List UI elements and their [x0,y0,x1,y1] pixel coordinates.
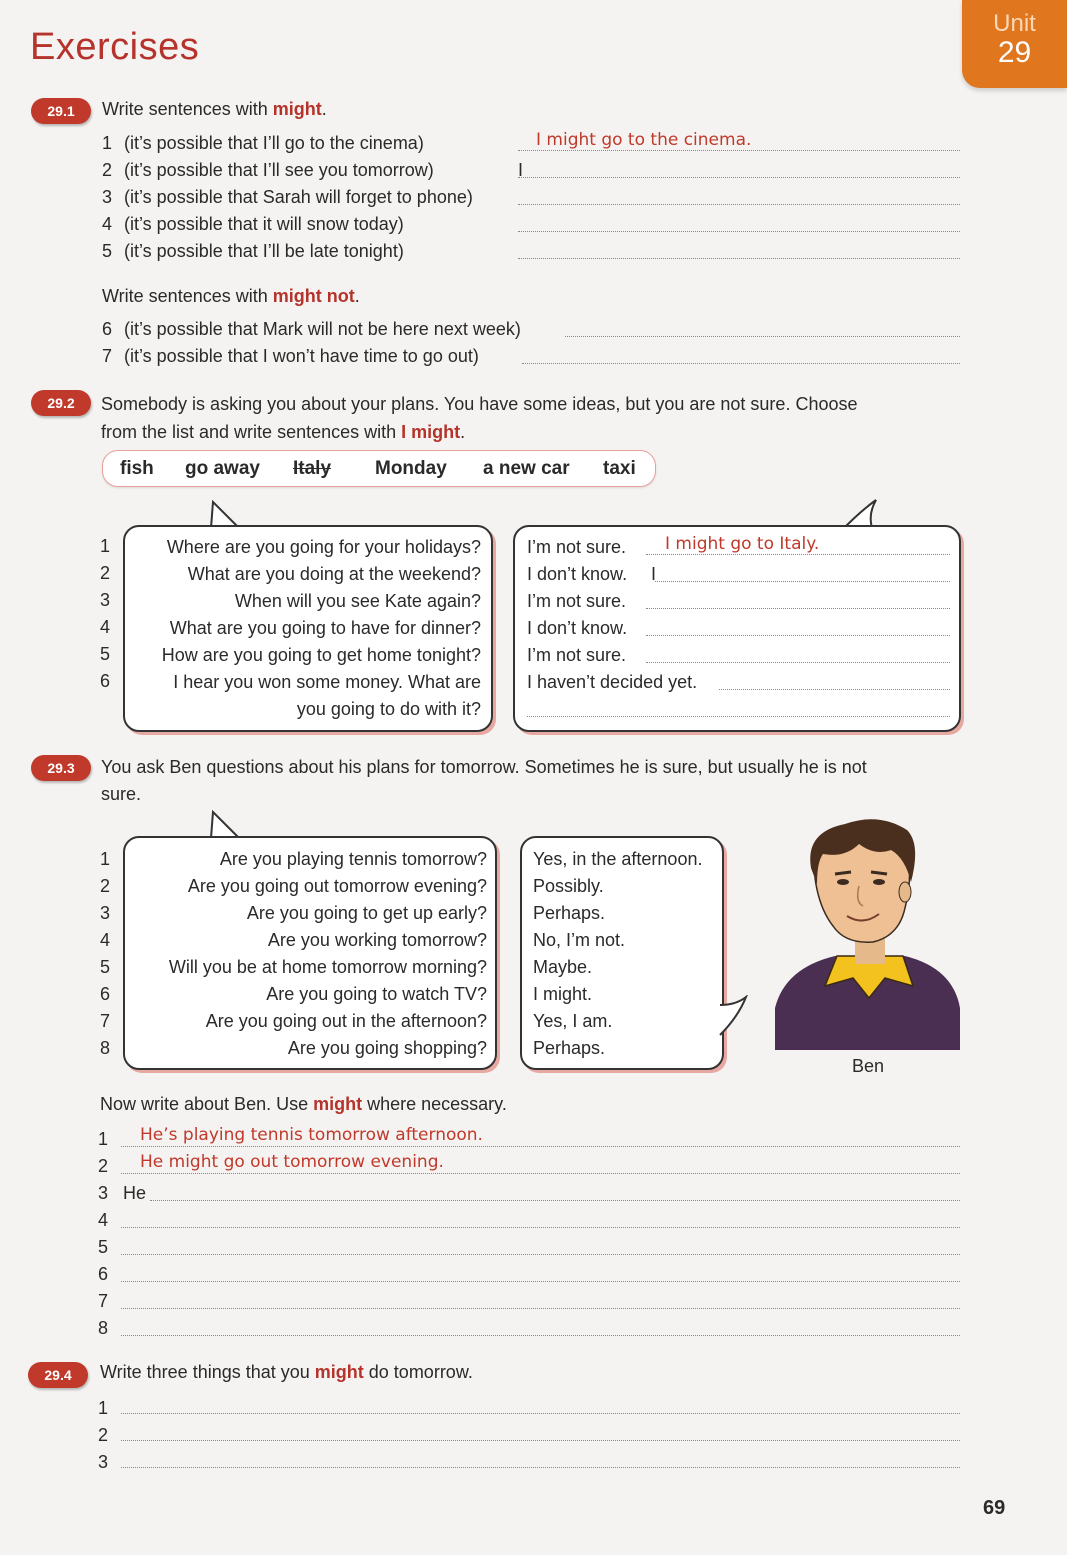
word-list-box [102,450,656,487]
instruction-keyword: might [272,99,322,119]
question-text: What are you doing at the weekend? [187,564,481,584]
ben-caption: Ben [852,1056,885,1076]
item-number: 3 [100,903,111,923]
answer-line[interactable] [565,336,960,337]
item-prompt: (it’s possible that I’ll go to the cinema) [124,133,424,153]
answer-line[interactable] [527,716,950,717]
item-number: 5 [100,957,111,977]
item-number: 6 [102,319,113,339]
item-number: 1 [100,536,111,556]
reply-text: I don’t know. [527,564,628,584]
question-text: Are you going to watch TV? [266,984,487,1004]
answer-prefix: He [123,1183,147,1203]
item-prompt: (it’s possible that I’ll be late tonight) [124,241,404,261]
ben-answer-bubble [520,836,724,1070]
ben-answer: I might. [533,984,593,1004]
question-text: When will you see Kate again? [234,591,481,611]
instruction-text: do tomorrow. [363,1362,473,1382]
instruction-text: . [354,286,360,306]
answer-prefix: I [518,160,524,180]
reply-list [527,534,697,696]
answer-line[interactable] [121,1227,960,1228]
item-number: 1 [100,849,111,869]
answer-line[interactable] [121,1146,960,1147]
question-numbers [100,846,110,1062]
question-bubble [123,525,493,732]
instruction-keyword: I might [401,422,461,442]
word-option: Monday [375,458,447,479]
answer-line[interactable] [121,1440,960,1441]
answer-line[interactable] [121,1173,960,1174]
instruction-text: Write sentences with [102,286,273,306]
item-number: 7 [100,1011,111,1031]
item-number: 4 [100,617,111,637]
question-text: Are you going to get up early? [246,903,487,923]
item-number: 8 [98,1318,109,1338]
answer-line[interactable] [121,1281,960,1282]
question-list [169,846,487,1062]
reply-text: I’m not sure. [527,537,627,557]
speech-tail-icon [718,995,754,1045]
instruction-text: . [460,422,466,442]
exercise-badge-29-4: 29.4 [28,1362,88,1388]
word-option: fish [120,458,154,479]
ben-illustration [775,818,965,1050]
item-prompt: (it’s possible that I won’t have time to go out) [124,346,479,366]
exercise-item [102,343,479,370]
sample-answer: I might go to Italy. [665,534,820,554]
exercise-instruction [100,1362,473,1383]
answer-line[interactable] [646,554,950,555]
item-prompt: (it’s possible that Mark will not be here next week) [124,319,521,339]
question-text: you going to do with it? [296,699,481,719]
answer-line[interactable] [646,635,950,636]
reply-text: I don’t know. [527,618,628,638]
unit-number: 29 [997,36,1032,69]
instruction-text: . [321,99,327,119]
question-bubble [123,836,497,1070]
exercise-instruction [100,1094,507,1115]
item-number: 2 [102,160,113,180]
item-number: 6 [100,671,111,691]
exercise-instruction [102,286,360,307]
ben-answer: Maybe. [533,957,593,977]
exercise-item [102,211,404,238]
question-numbers [100,533,110,695]
answer-list [533,846,702,1062]
instruction-keyword: might not [272,286,355,306]
item-number: 1 [102,133,113,153]
item-number: 4 [100,930,111,950]
question-text: I hear you won some money. What are [173,672,481,692]
answer-line[interactable] [518,231,960,232]
item-prompt: (it’s possible that I’ll see you tomorrow) [124,160,434,180]
instruction-text: from the list and write sentences with [101,422,402,442]
item-prompt: (it’s possible that Sarah will forget to phone) [124,187,473,207]
answer-line[interactable] [655,581,950,582]
item-number: 3 [98,1452,109,1472]
instruction-keyword: might [314,1362,364,1382]
instruction-text: Somebody is asking you about your plans. You have some ideas, but you are not sure. Choose [101,394,858,414]
instruction-text: sure. [101,784,142,804]
answer-line[interactable] [121,1335,960,1336]
answer-line[interactable] [121,1308,960,1309]
exercise-instruction [102,99,327,120]
answer-line[interactable] [121,1413,960,1414]
instruction-text: You ask Ben questions about his plans for tomorrow. Sometimes he is sure, but usually he is not [101,757,867,777]
reply-text: I’m not sure. [527,591,627,611]
answer-line[interactable] [121,1254,960,1255]
reply-bubble [513,525,961,732]
item-number: 4 [102,214,113,234]
answer-prefix: I [651,564,657,584]
item-number: 2 [100,876,111,896]
reply-text: I’m not sure. [527,645,627,665]
instruction-text: Write sentences with [102,99,273,119]
instruction-keyword: might [313,1094,363,1114]
unit-label: Unit [993,10,1036,37]
item-number: 7 [102,346,113,366]
answer-line[interactable] [518,258,960,259]
item-number: 5 [100,644,111,664]
exercise-instruction [101,754,867,808]
ben-answer: Perhaps. [533,1038,606,1058]
item-number: 5 [102,241,113,261]
ben-answer: Possibly. [533,876,604,896]
exercise-instruction [101,390,857,446]
ben-answer: Perhaps. [533,903,606,923]
item-number: 3 [102,187,113,207]
item-number: 3 [100,590,111,610]
answer-line[interactable] [522,363,960,364]
answer-line[interactable] [518,204,960,205]
answer-line[interactable] [518,150,960,151]
sample-answer: He’s playing tennis tomorrow afternoon. [140,1125,483,1145]
write-numbers [98,1126,108,1342]
question-text: Are you going out tomorrow evening? [187,876,487,896]
answer-line[interactable] [646,662,950,663]
instruction-text: where necessary. [362,1094,507,1114]
unit-tab [962,0,1067,88]
exercise-item [102,316,521,343]
sample-answer: He might go out tomorrow evening. [140,1152,444,1172]
question-list [162,534,481,723]
item-prompt: (it’s possible that it will snow today) [124,214,404,234]
question-text: What are you going to have for dinner? [169,618,481,638]
exercise-badge-29-3: 29.3 [31,755,91,781]
word-option: a new car [483,458,570,479]
word-option-used: Italy [293,458,332,479]
item-number: 2 [100,563,111,583]
word-option: taxi [603,458,636,479]
sample-answer: I might go to the cinema. [536,130,752,150]
instruction-text: Now write about Ben. Use [100,1094,314,1114]
exercise-item [102,130,424,157]
item-number: 6 [98,1264,109,1284]
exercise-item [102,157,434,184]
exercise-badge-29-1: 29.1 [31,98,91,124]
question-text: Are you playing tennis tomorrow? [219,849,487,869]
exercise-item [102,184,473,211]
item-number: 2 [98,1425,109,1445]
item-number: 1 [98,1129,109,1149]
exercise-item [102,238,404,265]
ben-answer: Yes, in the afternoon. [533,849,703,869]
item-number: 5 [98,1237,109,1257]
word-option: go away [185,458,260,479]
ben-answer: No, I’m not. [533,930,626,950]
item-number: 1 [98,1398,109,1418]
question-text: How are you going to get home tonight? [161,645,481,665]
answer-line[interactable] [719,689,950,690]
item-number: 4 [98,1210,109,1230]
item-number: 6 [100,984,111,1004]
page-number: 69 [983,1497,1006,1519]
answer-line[interactable] [121,1467,960,1468]
answer-line[interactable] [646,608,950,609]
exercise-badge-29-2: 29.2 [31,390,91,416]
item-number: 2 [98,1156,109,1176]
question-text: Are you going shopping? [287,1038,487,1058]
instruction-text: Write three things that you [100,1362,315,1382]
item-number: 8 [100,1038,111,1058]
item-number: 7 [98,1291,109,1311]
answer-line[interactable] [150,1200,960,1201]
question-text: Where are you going for your holidays? [166,537,481,557]
page-title: Exercises [30,26,200,68]
item-number: 3 [98,1183,109,1203]
write-numbers [98,1395,108,1476]
question-text: Are you working tomorrow? [267,930,487,950]
answer-line[interactable] [518,177,960,178]
reply-text: I haven’t decided yet. [527,672,698,692]
question-text: Will you be at home tomorrow morning? [168,957,487,977]
question-text: Are you going out in the afternoon? [205,1011,487,1031]
ben-answer: Yes, I am. [533,1011,613,1031]
